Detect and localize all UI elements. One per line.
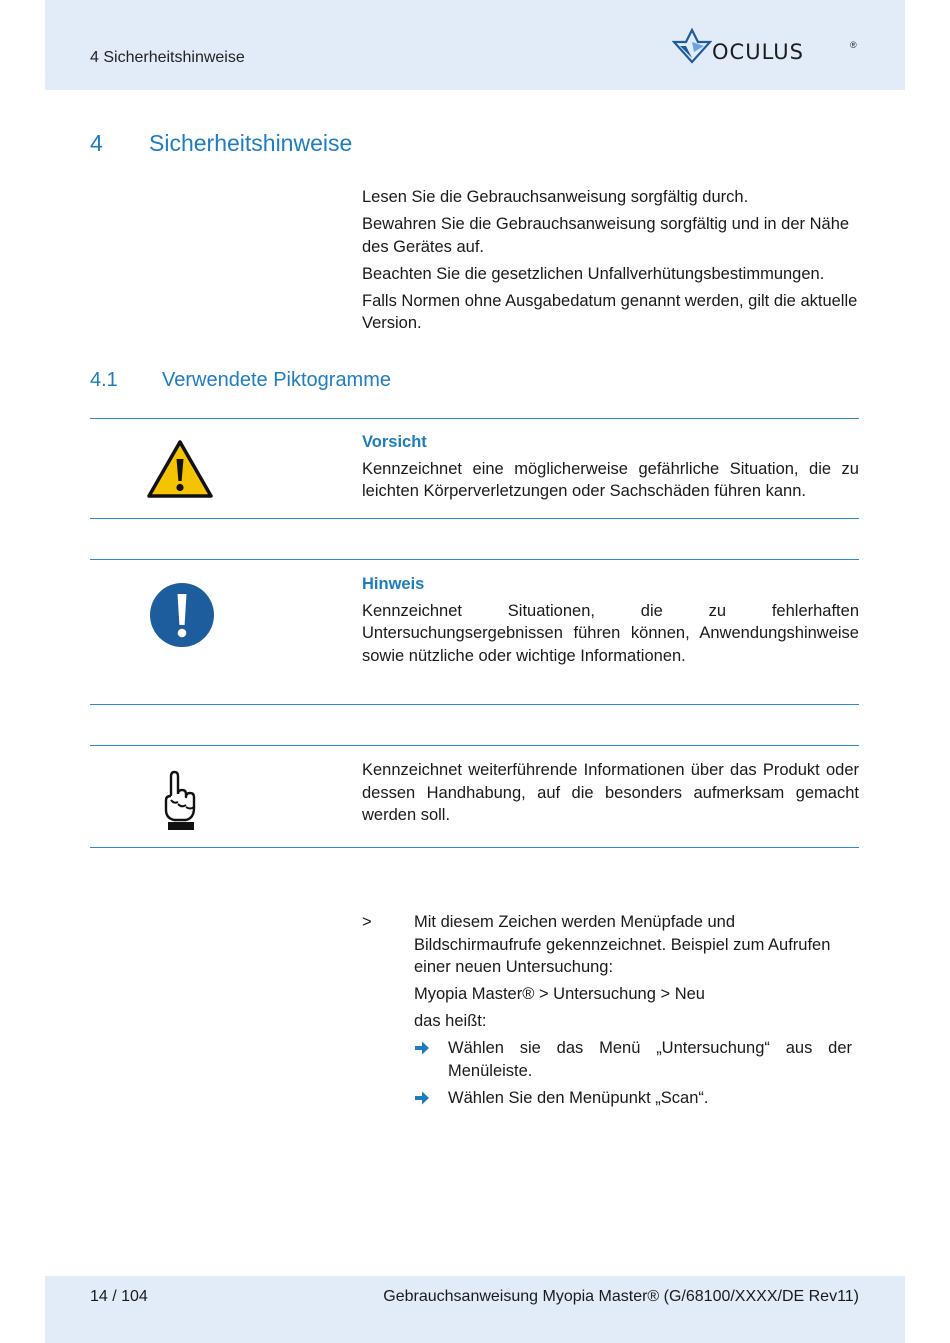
- menu-path-description: Mit diesem Zeichen werden Menüpfade und Bildschirmaufrufe gekennzeichnet. Beispiel zum Aufrufen einer neuen Untersuchung:: [414, 913, 831, 976]
- divider: [90, 704, 859, 705]
- arrow-right-icon: [414, 1040, 430, 1063]
- divider: [90, 418, 859, 419]
- logo-registered-mark: ®: [850, 40, 857, 50]
- intro-paragraph: Beachten Sie die gesetzlichen Unfallverhütungsbestimmungen.: [362, 264, 825, 283]
- pictogram-info: [362, 759, 859, 827]
- pictogram-label: Vorsicht: [362, 433, 427, 451]
- divider: [90, 518, 859, 519]
- oculus-logo-icon: [672, 28, 712, 64]
- pictogram-description: Kennzeichnet weiterführende Informationen über das Produkt oder dessen Handhabung, auf die besonders aufmerksam gemacht werden soll.: [362, 761, 859, 824]
- divider: [90, 847, 859, 848]
- instruction-step-text: Wählen Sie den Menüpunkt „Scan“.: [448, 1088, 709, 1107]
- section-number: 4: [90, 130, 103, 156]
- warning-triangle-icon: [146, 439, 214, 504]
- pictogram-description: Kennzeichnet eine möglicherweise gefährliche Situation, die zu leichten Körperverletzungen oder Sachschäden führen kann.: [362, 459, 859, 500]
- notice-exclamation-icon: [149, 582, 215, 653]
- menu-path-symbol: >: [362, 913, 372, 931]
- pictogram-caution: [362, 431, 859, 503]
- intro-paragraphs: [362, 186, 862, 339]
- subsection-number: 4.1: [90, 369, 118, 391]
- footer-band: [45, 1276, 905, 1343]
- subsection-title: Verwendete Piktogramme: [162, 369, 392, 391]
- menu-path-meaning: das heißt:: [414, 1012, 487, 1030]
- pointing-hand-icon: [160, 770, 200, 837]
- intro-paragraph: Bewahren Sie die Gebrauchsanweisung sorgfältig und in der Nähe des Gerätes auf.: [362, 215, 850, 256]
- pictogram-label: Hinweis: [362, 575, 425, 593]
- logo-text: OCULUS: [712, 40, 804, 64]
- intro-paragraph: Lesen Sie die Gebrauchsanweisung sorgfältig durch.: [362, 188, 749, 206]
- oculus-logo: [672, 28, 862, 68]
- instruction-step-text: Wählen sie das Menü „Untersuchung“ aus der Menüleiste.: [448, 1039, 852, 1080]
- page-number: 14 / 104: [90, 1288, 148, 1305]
- instruction-step: [414, 1037, 852, 1082]
- arrow-right-icon: [414, 1090, 430, 1113]
- intro-paragraph: Falls Normen ohne Ausgabedatum genannt werden, gilt die aktuelle Version.: [362, 291, 858, 332]
- running-header-title: 4 Sicherheitshinweise: [90, 49, 245, 66]
- section-title: Sicherheitshinweise: [149, 130, 353, 156]
- pictogram-notice: [362, 573, 859, 667]
- pictogram-description: Kennzeichnet Situationen, die zu fehlerhaften Untersuchungsergebnissen führen können, Anwendungshinweise sowie nützliche oder wichtige Informationen.: [362, 601, 859, 665]
- menu-path-example: Myopia Master® > Untersuchung > Neu: [414, 985, 705, 1003]
- divider: [90, 559, 859, 560]
- footer-document-title: Gebrauchsanweisung Myopia Master® (G/68100/XXXX/DE Rev11): [383, 1288, 859, 1305]
- menu-path-body: [414, 911, 852, 1114]
- divider: [90, 745, 859, 746]
- instruction-step: [414, 1087, 852, 1110]
